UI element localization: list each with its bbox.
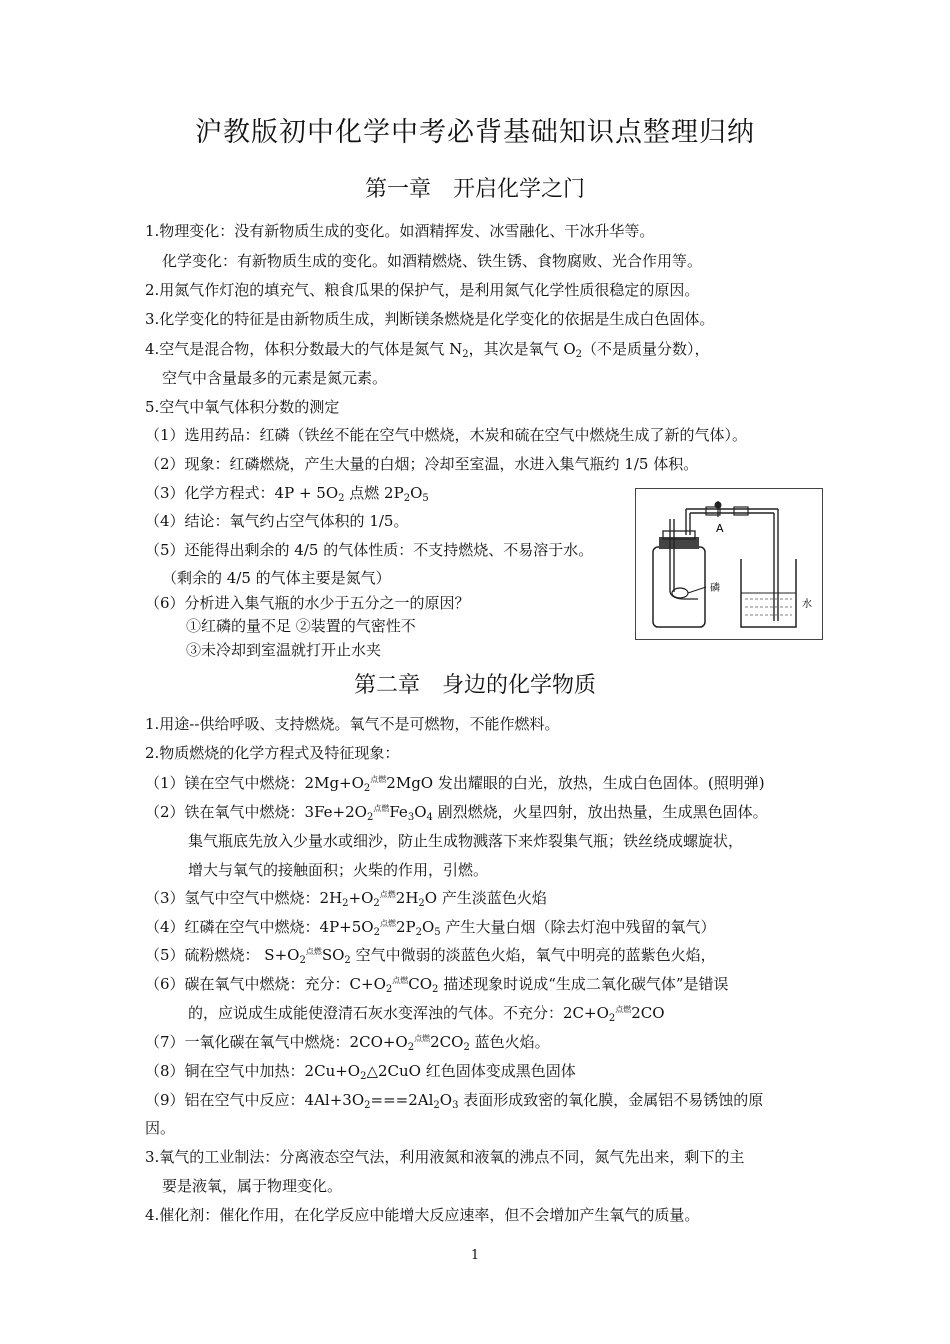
ch2-reaction-3: （3）氢气中空气中燃烧：$2H_2+O_2^{点燃}2H_2O$ 产生淡蓝色火焰 [145,889,547,909]
ch2-item-3b: 要是液氧，属于物理变化。 [162,1177,343,1195]
ch1-item-5-5b: （剩余的 4/5 的气体主要是氮气） [162,569,391,587]
ch1-item-5-6: （6）分析进入集气瓶的水少于五分之一的原因？ [145,594,470,612]
ch2-reaction-9: （9）铝在空气中反应：$4Al+3O_2===2Al_2O_3$ 表面形成致密的氧化膜，金属铝不易锈蚀的原 [145,1091,764,1111]
ch2-item-1: 1.用途--供给呼吸、支持燃烧。氧气不是可燃物，不能作燃料。 [145,715,560,733]
ch2-reaction-8: （8）铜在空气中加热：$2Cu+O_2\triangle 2CuO$ 红色固体变成黑色固体 [145,1062,576,1082]
ch2-reaction-2c: 增大与氧气的接触面积；火柴的作用，引燃。 [188,861,489,879]
chapter-2-heading: 第二章 身边的化学物质 [353,673,596,698]
ch2-item-2: 2.物质燃烧的化学方程式及特征现象： [145,744,400,762]
ch1-item-5-1: （1）选用药品：红磷（铁丝不能在空气中燃烧，木炭和硫在空气中燃烧生成了新的气体）。 [145,426,748,444]
page-title: 沪教版初中化学中考必背基础知识点整理归纳 [195,117,755,148]
apparatus-diagram [636,489,822,639]
ch2-item-4: 4.催化剂：催化作用，在化学反应中能增大反应速率，但不会增加产生氧气的质量。 [145,1206,700,1224]
ch2-reaction-2: （2）铁在氧气中燃烧：$3Fe+2O_2^{点燃}Fe_3O_4$ 剧烈燃烧，火星四射，放出热量，生成黑色固体。 [145,803,768,823]
ch2-reaction-1: （1）镁在空气中燃烧：$2Mg+O_2^{点燃}2MgO$ 发出耀眼的白光，放热，生成白色固体。(照明弹) [145,774,765,794]
ch1-item-5-3: （3）化学方程式：$4P + 5O_2$ 点燃 $2P_2O_5$ [145,484,429,504]
ch1-item-1: 1.物理变化：没有新物质生成的变化。如酒精挥发、冰雪融化、干冰升华等。 [145,222,655,240]
ch1-item-5-6a: ①红磷的量不足 ②装置的气密性不 [186,617,416,635]
chapter-1-heading: 第一章 开启化学之门 [364,177,585,202]
label-phosphorus: 磷 [710,583,720,594]
label-a: A [716,522,724,535]
ch2-reaction-6b: 的，应说成生成能使澄清石灰水变浑浊的气体。不充分：$2C+O_2^{点燃}2CO$ [188,1004,665,1024]
experiment-apparatus-figure [635,488,823,640]
ch2-reaction-7: （7）一氧化碳在氧气中燃烧：$2CO+O_2^{点燃}2CO_2$ 蓝色火焰。 [145,1033,550,1053]
ch1-item-5: 5.空气中氧气体积分数的测定 [145,398,340,416]
ch2-reaction-5: （5）硫粉燃烧： $S+O_2^{点燃}SO_2$ 空气中微弱的淡蓝色火焰，氧气中明亮的蓝紫色火焰， [145,946,716,966]
ch2-reaction-2b: 集气瓶底先放入少量水或细沙，防止生成物溅落下来炸裂集气瓶；铁丝绕成螺旋状， [188,832,744,850]
label-water: 水 [802,599,812,610]
ch2-reaction-9b: 因。 [145,1119,176,1137]
ch1-item-2: 2.用氮气作灯泡的填充气、粮食瓜果的保护气，是利用氮气化学性质很稳定的原因。 [145,281,700,299]
page-number: 1 [470,1248,480,1263]
ch1-item-5-5: （5）还能得出剩余的 4/5 的气体性质：不支持燃烧、不易溶于水。 [145,541,594,559]
ch1-item-5-4: （4）结论：氧气约占空气体积的 1/5。 [145,512,409,530]
ch1-item-5-2: （2）现象：红磷燃烧，产生大量的白烟；冷却至室温，水进入集气瓶约 1/5 体积。 [145,455,699,473]
ch2-reaction-4: （4）红磷在空气中燃烧：$4P+5O_2^{点燃}2P_2O_5$ 产生大量白烟（除去灯泡中残留的氧气） [145,918,716,938]
ch1-item-4b: 空气中含量最多的元素是氮元素。 [162,369,388,387]
ch1-item-3: 3.化学变化的特征是由新物质生成，判断镁条燃烧是化学变化的依据是生成白色固体。 [145,310,715,328]
ch2-item-3: 3.氧气的工业制法：分离液态空气法，利用液氮和液氧的沸点不同，氮气先出来，剩下的主 [145,1148,745,1166]
ch1-item-5-6b: ③未冷却到室温就打开止水夹 [186,641,382,659]
ch1-item-4: 4.空气是混合物，体积分数最大的气体是氮气 $N_2$，其次是氧气 $O_2$（不是质量分数）， [145,340,710,360]
ch1-item-1b: 化学变化：有新物质生成的变化。如酒精燃烧、铁生锈、食物腐败、光合作用等。 [162,252,703,270]
ch2-reaction-6: （6）碳在氧气中燃烧：充分：$C+O_2^{点燃}CO_2$ 描述现象时说成“生成二氧化碳气体”是错误 [145,975,729,995]
